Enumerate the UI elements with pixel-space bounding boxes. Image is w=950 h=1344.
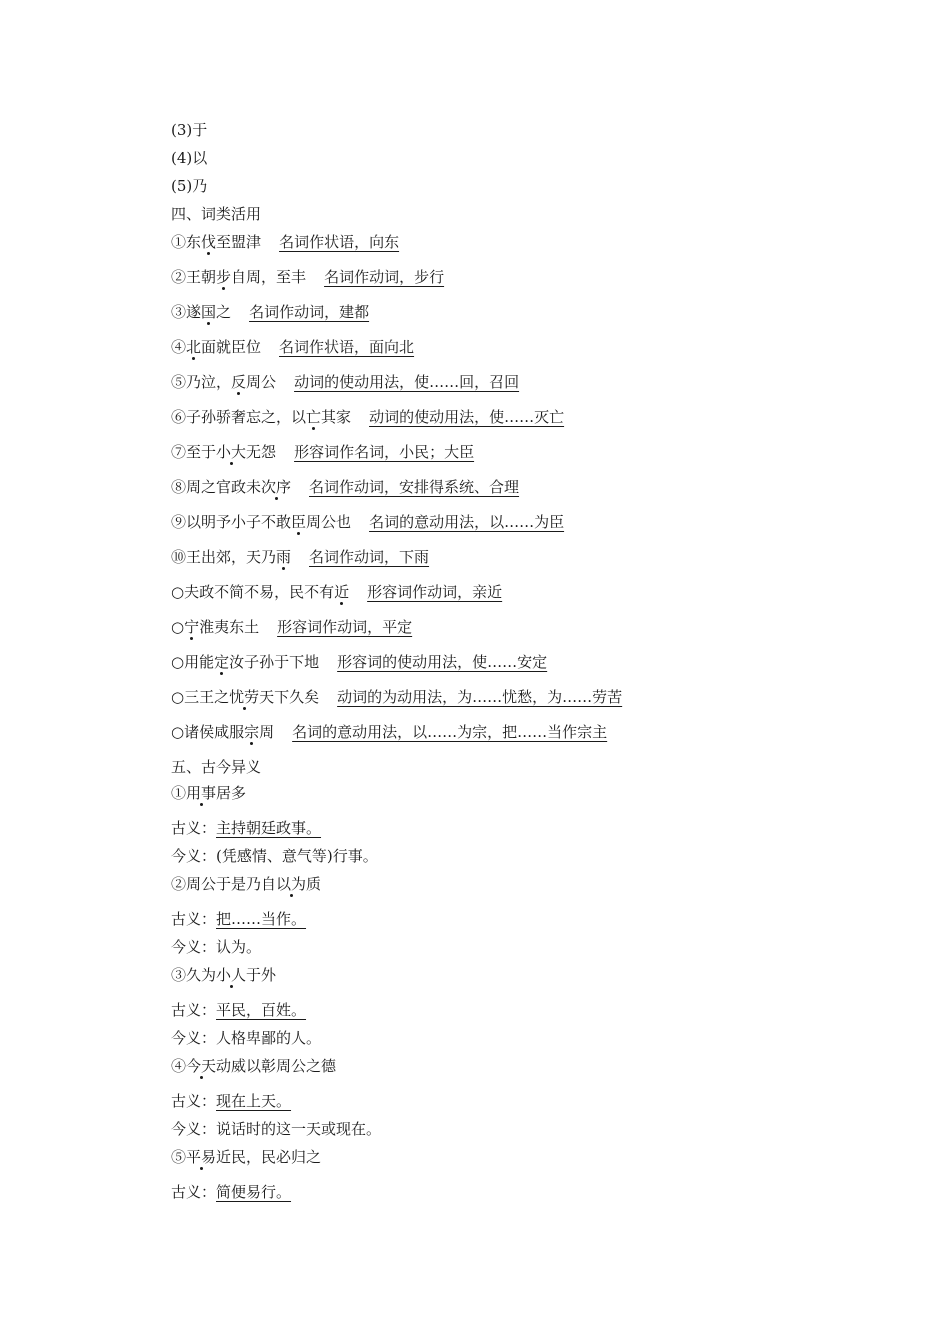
usage-answer: 名词作状语，面向北: [279, 338, 415, 356]
item-number: ⑤: [171, 373, 187, 391]
ancient-meaning-answer: 平民，百姓。: [216, 1001, 307, 1019]
sentence-text: 面就臣位: [201, 338, 262, 356]
ancient-meaning-answer: 主持朝廷政事。: [216, 819, 322, 837]
sentence-text: 其家: [321, 408, 352, 426]
dotted-word: 国: [201, 303, 217, 321]
dotted-word: 今天: [186, 1057, 217, 1075]
sentence-text: 王出郊，天乃: [186, 548, 277, 566]
usage-answer: 形容词的使动用法，使……安定: [337, 653, 548, 671]
word-usage-item: [171, 301, 369, 323]
item-number: ⑨: [171, 513, 187, 531]
word-usage-item: [171, 651, 547, 673]
dotted-word: 臣: [291, 513, 307, 531]
sentence-text: 周公于是乃自: [186, 875, 277, 893]
sentence-text: 至盟津: [216, 233, 262, 251]
word-usage-item: [171, 476, 519, 498]
word-usage-item: [171, 231, 399, 253]
sentence-text: 诸侯咸服: [184, 723, 245, 741]
modern-meaning: [171, 845, 378, 867]
word-usage-item: [171, 266, 444, 288]
sentence-text: 王朝: [186, 268, 217, 286]
usage-answer: 形容词作名词，小民；大臣: [294, 443, 475, 461]
dotted-word: 次序: [261, 478, 292, 496]
dotted-word: 北: [186, 338, 202, 356]
item-number: ⑦: [171, 443, 187, 461]
sentence-text: 至于: [186, 443, 217, 461]
item-number: ○: [171, 583, 185, 601]
section-heading: 四、词类活用: [171, 205, 262, 223]
modern-meaning-text: (凭感情、意气等)行事。: [216, 847, 378, 865]
example-sentence: [171, 1146, 321, 1168]
meaning-label: 古义：: [171, 1092, 217, 1110]
word-usage-item: [171, 546, 429, 568]
usage-answer: 名词的意动用法，以……为宗，把……当作宗主: [292, 723, 608, 741]
meaning-label: 古义：: [171, 1001, 217, 1019]
item-number: ①: [171, 233, 187, 251]
sentence-text: 周之官政未: [186, 478, 262, 496]
sentence-text: 用能: [184, 653, 215, 671]
modern-meaning: [171, 1027, 321, 1049]
meaning-label: 今义：: [171, 847, 217, 865]
modern-meaning-text: 说话时的这一天或现在。: [216, 1120, 382, 1138]
ancient-meaning: [171, 817, 321, 839]
example-sentence: [171, 873, 321, 895]
dotted-word: 步: [216, 268, 232, 286]
word-usage-item: [171, 336, 414, 358]
meaning-label: 今义：: [171, 1029, 217, 1047]
dotted-word: 平易: [186, 1148, 217, 1166]
word-usage-item: [171, 371, 519, 393]
dotted-word: 伐: [201, 233, 217, 251]
sentence-text: 动威以彰周公之德: [216, 1057, 337, 1075]
sentence-text: 周公也: [306, 513, 352, 531]
usage-answer: 动词的为动用法，为……忧愁，为……劳苦: [337, 688, 623, 706]
example-sentence: [171, 782, 246, 804]
sentence-text: 于外: [246, 966, 277, 984]
usage-answer: 名词作动词，建都: [249, 303, 370, 321]
meaning-label: 古义：: [171, 1183, 217, 1201]
usage-answer: 动词的使动用法，使……回，召回: [294, 373, 520, 391]
usage-answer: 动词的使动用法，使……灭亡: [369, 408, 565, 426]
particle-item: (3)于: [171, 121, 208, 139]
item-number: ○: [171, 688, 185, 706]
sentence-text: 子孙骄奢忘之，以: [186, 408, 307, 426]
dotted-word: 小人: [216, 966, 247, 984]
ancient-meaning: [171, 1090, 291, 1112]
sentence-text: 天下久矣: [259, 688, 320, 706]
word-usage-item: [171, 406, 564, 428]
item-number: ②: [171, 268, 187, 286]
modern-meaning-text: 人格卑鄙的人。: [216, 1029, 322, 1047]
sentence-text: 周公: [246, 373, 277, 391]
usage-answer: 名词作状语，向东: [279, 233, 400, 251]
sentence-text: 夫政不简不易，民不有: [184, 583, 335, 601]
item-number: ④: [171, 1057, 187, 1075]
particle-item: (5)乃: [171, 177, 208, 195]
sentence-text: 久为: [186, 966, 217, 984]
sentence-text: 乃泣，: [186, 373, 232, 391]
item-number: ③: [171, 966, 187, 984]
item-number: ⑥: [171, 408, 187, 426]
meaning-label: 今义：: [171, 938, 217, 956]
sentence-text: 质: [306, 875, 322, 893]
item-number: ②: [171, 875, 187, 893]
sentence-text: 遂: [186, 303, 202, 321]
dotted-word: 宗: [244, 723, 260, 741]
dotted-word: 宁: [184, 618, 200, 636]
ancient-meaning: [171, 999, 306, 1021]
sentence-text: 周: [259, 723, 275, 741]
item-number: ①: [171, 784, 187, 802]
dotted-word: 雨: [276, 548, 292, 566]
dotted-word: 反: [231, 373, 247, 391]
item-number: ○: [171, 723, 185, 741]
dotted-word: 亡: [306, 408, 322, 426]
sentence-text: 近民，民必归之: [216, 1148, 322, 1166]
item-number: ⑤: [171, 1148, 187, 1166]
usage-answer: 形容词作动词，平定: [277, 618, 413, 636]
ancient-meaning-answer: 简便易行。: [216, 1183, 292, 1201]
item-number: ③: [171, 303, 187, 321]
sentence-text: 自周，至丰: [231, 268, 307, 286]
dotted-word: 忧劳: [229, 688, 260, 706]
item-number: ⑧: [171, 478, 187, 496]
dotted-word: 用事: [186, 784, 217, 802]
word-usage-item: [171, 581, 502, 603]
word-usage-item: [171, 616, 412, 638]
meaning-label: 古义：: [171, 819, 217, 837]
meaning-label: 今义：: [171, 1120, 217, 1138]
ancient-meaning: [171, 1181, 291, 1203]
sentence-text: 淮夷东土: [199, 618, 260, 636]
meaning-label: 古义：: [171, 910, 217, 928]
example-sentence: [171, 964, 276, 986]
sentence-text: 之: [216, 303, 232, 321]
ancient-meaning-answer: 把……当作。: [216, 910, 307, 928]
sentence-text: 以明予小子不敢: [186, 513, 292, 531]
word-usage-item: [171, 511, 564, 533]
usage-answer: 名词作动词，下雨: [309, 548, 430, 566]
particle-item: (4)以: [171, 149, 208, 167]
modern-meaning: [171, 936, 261, 958]
sentence-text: 汝子孙于下地: [229, 653, 320, 671]
word-usage-item: [171, 686, 622, 708]
ancient-meaning-answer: 现在上天。: [216, 1092, 292, 1110]
sentence-text: 三王之: [184, 688, 230, 706]
modern-meaning: [171, 1118, 381, 1140]
sentence-text: 居多: [216, 784, 247, 802]
word-usage-item: [171, 721, 607, 743]
dotted-word: 小大: [216, 443, 247, 461]
usage-answer: 名词作动词，安排得系统、合理: [309, 478, 520, 496]
usage-answer: 名词的意动用法，以……为臣: [369, 513, 565, 531]
example-sentence: [171, 1055, 336, 1077]
item-number: ④: [171, 338, 187, 356]
word-usage-item: [171, 441, 474, 463]
item-number: ○: [171, 653, 185, 671]
usage-answer: 名词作动词，步行: [324, 268, 445, 286]
dotted-word: 定: [214, 653, 230, 671]
item-number: ⑩: [171, 548, 187, 566]
ancient-meaning: [171, 908, 306, 930]
usage-answer: 形容词作动词，亲近: [367, 583, 503, 601]
dotted-word: 近: [334, 583, 350, 601]
sentence-text: 无怨: [246, 443, 277, 461]
section-heading: 五、古今异义: [171, 758, 262, 776]
modern-meaning-text: 认为。: [216, 938, 262, 956]
item-number: ○: [171, 618, 185, 636]
dotted-word: 以为: [276, 875, 307, 893]
sentence-text: 东: [186, 233, 202, 251]
